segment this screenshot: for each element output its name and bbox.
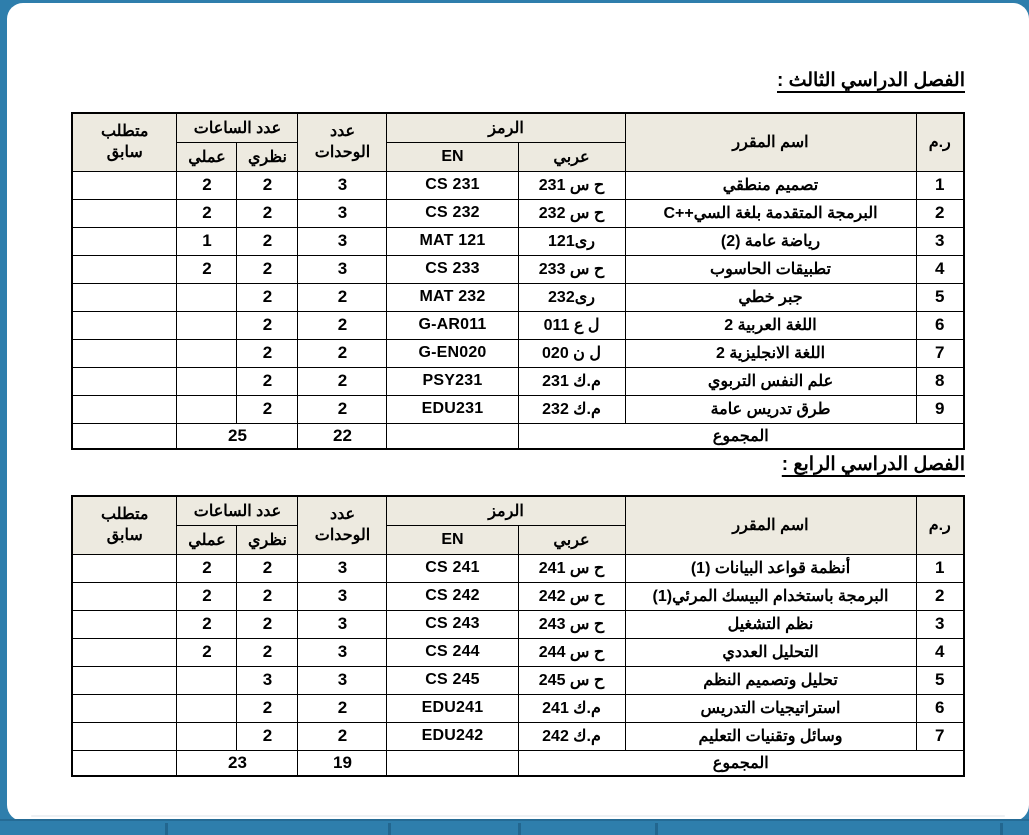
total-units: 22 bbox=[298, 423, 387, 449]
cell-code-arabic: ل ع 011 bbox=[518, 311, 625, 339]
cell-practical-hours: 2 bbox=[177, 554, 237, 582]
cell-code-en: PSY231 bbox=[387, 367, 518, 395]
col-header-prerequisite-label: متطلب سابق bbox=[100, 505, 149, 545]
col-header-code-en: EN bbox=[387, 525, 518, 554]
cell-code-en: CS 232 bbox=[387, 199, 518, 227]
course-row bbox=[72, 554, 964, 582]
cell-code-en: EDU231 bbox=[387, 395, 518, 423]
cell-theory-hours: 2 bbox=[237, 283, 298, 311]
course-row bbox=[72, 283, 964, 311]
cell-num: 5 bbox=[916, 283, 964, 311]
ghost-table-line bbox=[1000, 823, 1003, 835]
cell-num: 7 bbox=[916, 339, 964, 367]
ghost-table-line bbox=[518, 823, 521, 835]
cell-code-en: CS 242 bbox=[387, 582, 518, 610]
col-header-practical: عملي bbox=[177, 525, 237, 554]
cell-theory-hours: 2 bbox=[237, 227, 298, 255]
cell-theory-hours: 2 bbox=[237, 311, 298, 339]
cell-theory-hours: 2 bbox=[237, 199, 298, 227]
course-row bbox=[72, 367, 964, 395]
cell-theory-hours: 2 bbox=[237, 610, 298, 638]
col-header-units bbox=[298, 113, 387, 171]
cell-practical-hours bbox=[177, 722, 237, 750]
empty-cell bbox=[72, 423, 177, 449]
cell-units: 2 bbox=[298, 339, 387, 367]
cell-prerequisite bbox=[72, 227, 177, 255]
cell-course-name: أنظمة قواعد البيانات (1) bbox=[625, 554, 916, 582]
cell-practical-hours bbox=[177, 395, 237, 423]
cell-prerequisite bbox=[72, 199, 177, 227]
cell-practical-hours: 2 bbox=[177, 255, 237, 283]
cell-num: 6 bbox=[916, 311, 964, 339]
cell-course-name: وسائل وتقنيات التعليم bbox=[625, 722, 916, 750]
cell-theory-hours: 3 bbox=[237, 666, 298, 694]
col-header-practical: عملي bbox=[177, 142, 237, 171]
cell-num: 4 bbox=[916, 638, 964, 666]
cell-prerequisite bbox=[72, 666, 177, 694]
col-header-code: الرمز bbox=[387, 113, 625, 142]
cell-units: 2 bbox=[298, 722, 387, 750]
cell-practical-hours: 1 bbox=[177, 227, 237, 255]
course-row bbox=[72, 171, 964, 199]
cell-theory-hours: 2 bbox=[237, 367, 298, 395]
empty-cell bbox=[72, 750, 177, 776]
cell-course-name: البرمجة المتقدمة بلغة السي++C bbox=[625, 199, 916, 227]
ghost-table-line bbox=[388, 823, 391, 835]
total-hours: 23 bbox=[177, 750, 298, 776]
cell-code-arabic: رى121 bbox=[518, 227, 625, 255]
cell-units: 3 bbox=[298, 610, 387, 638]
cell-course-name: البرمجة باستخدام البيسك المرئي(1) bbox=[625, 582, 916, 610]
col-header-prerequisite bbox=[72, 113, 177, 171]
cell-num: 5 bbox=[916, 666, 964, 694]
cell-units: 2 bbox=[298, 694, 387, 722]
cell-theory-hours: 2 bbox=[237, 255, 298, 283]
cell-theory-hours: 2 bbox=[237, 339, 298, 367]
course-row bbox=[72, 582, 964, 610]
cell-units: 2 bbox=[298, 311, 387, 339]
cell-practical-hours: 2 bbox=[177, 171, 237, 199]
col-header-theory: نظري bbox=[237, 525, 298, 554]
cell-units: 3 bbox=[298, 227, 387, 255]
cell-num: 4 bbox=[916, 255, 964, 283]
cell-prerequisite bbox=[72, 395, 177, 423]
course-row bbox=[72, 227, 964, 255]
col-header-num: ر.م bbox=[916, 113, 964, 171]
courses-table-semester-3 bbox=[71, 112, 965, 450]
empty-cell bbox=[387, 750, 518, 776]
cell-num: 2 bbox=[916, 199, 964, 227]
cell-code-arabic: ح س 242 bbox=[518, 582, 625, 610]
cell-course-name: تطبيقات الحاسوب bbox=[625, 255, 916, 283]
course-row bbox=[72, 395, 964, 423]
cell-code-arabic: م.ك 242 bbox=[518, 722, 625, 750]
cell-practical-hours bbox=[177, 283, 237, 311]
total-row bbox=[72, 423, 964, 449]
cell-course-name: اللغة الانجليزية 2 bbox=[625, 339, 916, 367]
cell-code-arabic: رى232 bbox=[518, 283, 625, 311]
cell-theory-hours: 2 bbox=[237, 582, 298, 610]
cell-practical-hours: 2 bbox=[177, 638, 237, 666]
cell-num: 8 bbox=[916, 367, 964, 395]
cell-num: 2 bbox=[916, 582, 964, 610]
col-header-units bbox=[298, 496, 387, 554]
cell-units: 2 bbox=[298, 395, 387, 423]
col-header-units-label: عدد الوحدات bbox=[314, 122, 371, 162]
cell-code-arabic: ح س 245 bbox=[518, 666, 625, 694]
col-header-course-name: اسم المقرر bbox=[625, 496, 916, 554]
course-row bbox=[72, 339, 964, 367]
cell-units: 2 bbox=[298, 367, 387, 395]
cell-code-arabic: ل ن 020 bbox=[518, 339, 625, 367]
col-header-code-en: EN bbox=[387, 142, 518, 171]
cell-code-en: G-AR011 bbox=[387, 311, 518, 339]
total-units: 19 bbox=[298, 750, 387, 776]
cell-prerequisite bbox=[72, 367, 177, 395]
cell-code-arabic: ح س 232 bbox=[518, 199, 625, 227]
cell-units: 3 bbox=[298, 554, 387, 582]
cell-units: 3 bbox=[298, 199, 387, 227]
total-label: المجموع bbox=[518, 750, 964, 776]
cell-theory-hours: 2 bbox=[237, 395, 298, 423]
cell-prerequisite bbox=[72, 171, 177, 199]
col-header-code-arabic: عربي bbox=[518, 525, 625, 554]
cell-num: 3 bbox=[916, 610, 964, 638]
col-header-code: الرمز bbox=[387, 496, 625, 525]
cell-course-name: تحليل وتصميم النظم bbox=[625, 666, 916, 694]
course-row bbox=[72, 638, 964, 666]
cell-num: 7 bbox=[916, 722, 964, 750]
cell-code-arabic: ح س 231 bbox=[518, 171, 625, 199]
cell-code-en: MAT 121 bbox=[387, 227, 518, 255]
cell-prerequisite bbox=[72, 610, 177, 638]
cell-course-name: رياضة عامة (2) bbox=[625, 227, 916, 255]
ghost-table-line bbox=[655, 823, 658, 835]
cell-code-arabic: ح س 244 bbox=[518, 638, 625, 666]
cell-prerequisite bbox=[72, 694, 177, 722]
cell-prerequisite bbox=[72, 283, 177, 311]
cell-code-arabic: م.ك 241 bbox=[518, 694, 625, 722]
cell-code-en: EDU241 bbox=[387, 694, 518, 722]
col-header-hours: عدد الساعات bbox=[177, 496, 298, 525]
cell-course-name: نظم التشغيل bbox=[625, 610, 916, 638]
cell-theory-hours: 2 bbox=[237, 638, 298, 666]
total-row bbox=[72, 750, 964, 776]
cell-code-arabic: م.ك 232 bbox=[518, 395, 625, 423]
col-header-theory: نظري bbox=[237, 142, 298, 171]
cell-num: 1 bbox=[916, 554, 964, 582]
col-header-units-label: عدد الوحدات bbox=[314, 505, 371, 545]
cell-code-arabic: ح س 233 bbox=[518, 255, 625, 283]
cell-prerequisite bbox=[72, 554, 177, 582]
cell-num: 1 bbox=[916, 171, 964, 199]
col-header-prerequisite bbox=[72, 496, 177, 554]
section-title-semester-3: الفصل الدراسي الثالث : bbox=[777, 70, 965, 91]
col-header-code-arabic: عربي bbox=[518, 142, 625, 171]
col-header-num: ر.م bbox=[916, 496, 964, 554]
course-row bbox=[72, 199, 964, 227]
cell-course-name: اللغة العربية 2 bbox=[625, 311, 916, 339]
cell-units: 2 bbox=[298, 283, 387, 311]
cell-practical-hours bbox=[177, 694, 237, 722]
section-title-semester-4: الفصل الدراسي الرابع : bbox=[781, 454, 965, 475]
col-header-course-name: اسم المقرر bbox=[625, 113, 916, 171]
cell-prerequisite bbox=[72, 582, 177, 610]
cell-num: 3 bbox=[916, 227, 964, 255]
cell-code-en: CS 243 bbox=[387, 610, 518, 638]
cell-practical-hours bbox=[177, 339, 237, 367]
cell-code-en: G-EN020 bbox=[387, 339, 518, 367]
cell-theory-hours: 2 bbox=[237, 694, 298, 722]
col-header-prerequisite-label: متطلب سابق bbox=[100, 122, 149, 162]
cell-course-name: طرق تدريس عامة bbox=[625, 395, 916, 423]
cell-code-arabic: ح س 241 bbox=[518, 554, 625, 582]
cell-prerequisite bbox=[72, 339, 177, 367]
cell-theory-hours: 2 bbox=[237, 722, 298, 750]
cell-practical-hours bbox=[177, 666, 237, 694]
cell-num: 9 bbox=[916, 395, 964, 423]
cell-course-name: تصميم منطقي bbox=[625, 171, 916, 199]
course-row bbox=[72, 311, 964, 339]
course-row bbox=[72, 722, 964, 750]
col-header-hours: عدد الساعات bbox=[177, 113, 298, 142]
cell-course-name: استراتيجيات التدريس bbox=[625, 694, 916, 722]
cell-prerequisite bbox=[72, 311, 177, 339]
course-row bbox=[72, 694, 964, 722]
cell-practical-hours bbox=[177, 367, 237, 395]
courses-table-semester-4 bbox=[71, 495, 965, 777]
cell-code-en: MAT 232 bbox=[387, 283, 518, 311]
total-hours: 25 bbox=[177, 423, 298, 449]
cell-practical-hours: 2 bbox=[177, 610, 237, 638]
header-row-1 bbox=[72, 113, 964, 142]
cell-practical-hours: 2 bbox=[177, 199, 237, 227]
cell-units: 3 bbox=[298, 255, 387, 283]
cell-course-name: جبر خطي bbox=[625, 283, 916, 311]
cell-theory-hours: 2 bbox=[237, 554, 298, 582]
cell-prerequisite bbox=[72, 255, 177, 283]
cell-code-en: EDU242 bbox=[387, 722, 518, 750]
course-row bbox=[72, 610, 964, 638]
course-row bbox=[72, 666, 964, 694]
cell-num: 6 bbox=[916, 694, 964, 722]
cell-theory-hours: 2 bbox=[237, 171, 298, 199]
cell-units: 3 bbox=[298, 638, 387, 666]
cell-units: 3 bbox=[298, 666, 387, 694]
header-row-1 bbox=[72, 496, 964, 525]
cell-practical-hours bbox=[177, 311, 237, 339]
cell-units: 3 bbox=[298, 171, 387, 199]
cell-course-name: علم النفس التربوي bbox=[625, 367, 916, 395]
total-label: المجموع bbox=[518, 423, 964, 449]
cell-code-en: CS 233 bbox=[387, 255, 518, 283]
cell-practical-hours: 2 bbox=[177, 582, 237, 610]
cell-prerequisite bbox=[72, 722, 177, 750]
cell-code-en: CS 244 bbox=[387, 638, 518, 666]
cell-code-en: CS 245 bbox=[387, 666, 518, 694]
empty-cell bbox=[387, 423, 518, 449]
document-page bbox=[7, 3, 1029, 821]
page-edge-divider bbox=[31, 815, 1005, 817]
next-page-peek bbox=[0, 819, 1029, 835]
cell-code-en: CS 241 bbox=[387, 554, 518, 582]
cell-units: 3 bbox=[298, 582, 387, 610]
cell-code-arabic: ح س 243 bbox=[518, 610, 625, 638]
cell-code-arabic: م.ك 231 bbox=[518, 367, 625, 395]
cell-code-en: CS 231 bbox=[387, 171, 518, 199]
ghost-table-line bbox=[165, 823, 168, 835]
cell-course-name: التحليل العددي bbox=[625, 638, 916, 666]
cell-prerequisite bbox=[72, 638, 177, 666]
document-content bbox=[7, 3, 1029, 821]
course-row bbox=[72, 255, 964, 283]
